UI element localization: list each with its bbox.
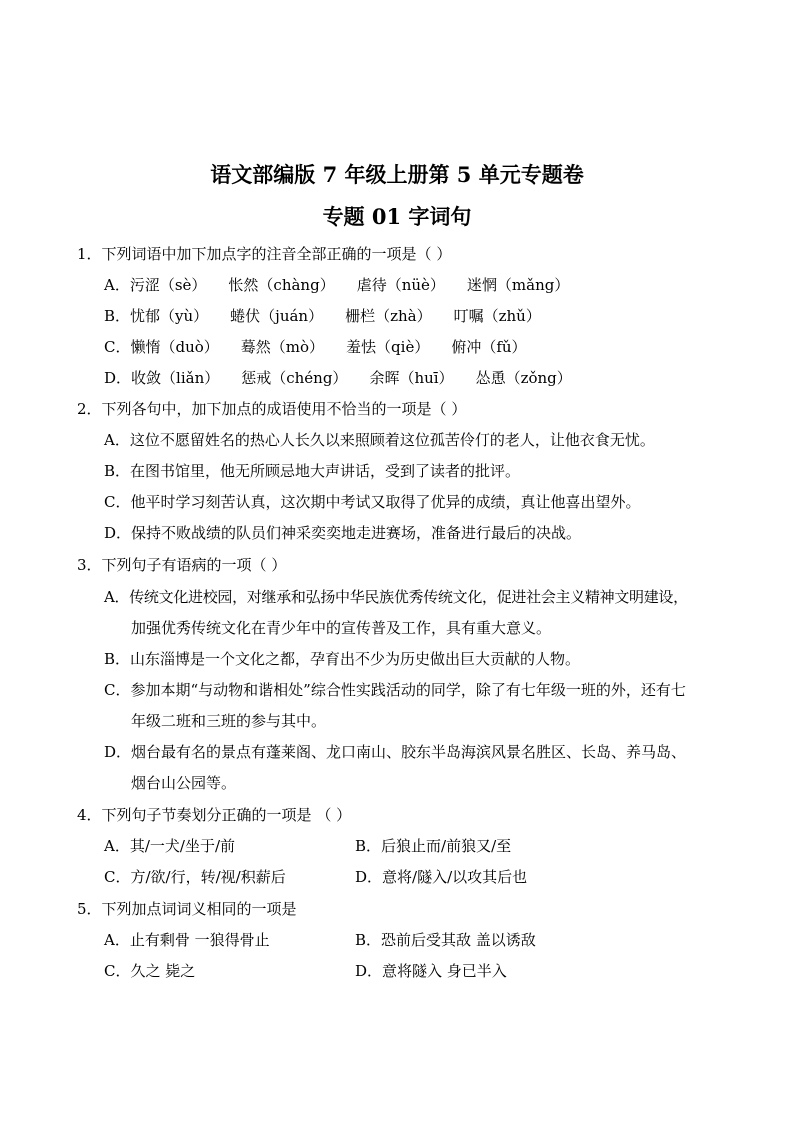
question-4-option-a: A．其/一犬/坐于/前 <box>104 837 235 855</box>
question-3-option-a-cont: 加强优秀传统文化在青少年中的宣传普及工作，具有重大意义。 <box>131 619 552 637</box>
question-5-option-b: B．恐前后受其敌 盖以诱敌 <box>355 931 536 949</box>
pinyin-item: 懒惰（duò） <box>130 338 219 356</box>
pinyin-item: 怂恿（zǒng） <box>475 369 572 387</box>
option-label: B． <box>104 307 131 325</box>
question-1-stem: 1．下列词语中加下加点字的注音全部正确的一项是（ ） <box>77 245 452 263</box>
question-3-stem: 3．下列句子有语病的一项（ ） <box>77 556 287 574</box>
document-title: 语文部编版 7 年级上册第 5 单元专题卷 <box>210 162 584 187</box>
pinyin-item: 余晖（huī） <box>369 369 454 387</box>
option-label: D． <box>104 369 132 387</box>
question-4-option-b: B．后狼止而/前狼又/至 <box>355 837 512 855</box>
question-2-stem: 2．下列各句中，加下加点的成语使用不恰当的一项是（ ） <box>77 400 467 418</box>
pinyin-item: 虐待（nüè） <box>356 276 445 294</box>
question-3-option-c-cont: 年级二班和三班的参与其中。 <box>131 712 327 730</box>
question-1-option-c <box>104 336 549 358</box>
question-3-option-b: B．山东淄博是一个文化之都，孕育出不少为历史做出巨大贡献的人物。 <box>104 650 581 668</box>
pinyin-item: 惩戒（chéng） <box>241 369 348 387</box>
question-2-option-c: C．他平时学习刻苦认真，这次期中考试又取得了优异的成绩，真让他喜出望外。 <box>104 493 641 511</box>
pinyin-item: 收敛（liǎn） <box>131 369 220 387</box>
question-2-option-d: D．保持不败战绩的队员们神采奕奕地走进赛场，准备进行最后的决战。 <box>104 524 582 542</box>
question-5-option-c: C．久之 毙之 <box>104 962 196 980</box>
pinyin-item: 忧郁（yù） <box>130 307 209 325</box>
question-3-option-d-cont: 烟台山公园等。 <box>131 774 237 792</box>
pinyin-item: 俯冲（fǔ） <box>451 338 527 356</box>
question-4-option-d: D．意将/隧入/以攻其后也 <box>355 868 528 886</box>
question-3-option-d: D．烟台最有名的景点有蓬莱阁、龙口南山、胶东半岛海滨风景名胜区、长岛、养马岛、 <box>104 743 687 761</box>
pinyin-item: 栅栏（zhà） <box>345 307 432 325</box>
pinyin-item: 怅然（chàng） <box>228 276 335 294</box>
question-4-option-c: C．方/欲/行，转/视/积薪后 <box>104 868 286 886</box>
pinyin-item: 污涩（sè） <box>129 276 207 294</box>
pinyin-item: 叮嘱（zhǔ） <box>453 307 541 325</box>
question-2-option-a: A．这位不愿留姓名的热心人长久以来照顾着这位孤苦伶仃的老人，让他衣食无忧。 <box>104 431 655 449</box>
pinyin-item: 羞怯（qiè） <box>346 338 430 356</box>
question-2-option-b: B．在图书馆里，他无所顾忌地大声讲话，受到了读者的批评。 <box>104 462 521 480</box>
question-3-option-a: A．传统文化进校园，对继承和弘扬中华民族优秀传统文化，促进社会主义精神文明建设， <box>104 588 688 606</box>
pinyin-item: 迷惘（mǎng） <box>466 276 570 294</box>
pinyin-item: 蜷伏（juán） <box>230 307 324 325</box>
question-5-stem: 5．下列加点词词义相同的一项是 <box>77 900 297 918</box>
question-4-stem: 4．下列句子节奏划分正确的一项是 （ ） <box>77 806 352 824</box>
question-1-option-a <box>104 274 591 296</box>
question-5-option-d: D．意将隧入 身已半入 <box>355 962 507 980</box>
option-label: A． <box>104 276 130 294</box>
question-3-option-c: C．参加本期“与动物和谐相处”综合性实践活动的同学，除了有七年级一班的外，还有七 <box>104 681 686 699</box>
question-1-option-d <box>104 367 594 389</box>
question-5-option-a: A．止有剩骨 一狼得骨止 <box>104 931 270 949</box>
question-1-option-b <box>104 305 563 327</box>
pinyin-item: 蓦然（mò） <box>240 338 325 356</box>
option-label: C． <box>104 338 131 356</box>
document-subtitle: 专题 01 字词句 <box>322 204 472 229</box>
